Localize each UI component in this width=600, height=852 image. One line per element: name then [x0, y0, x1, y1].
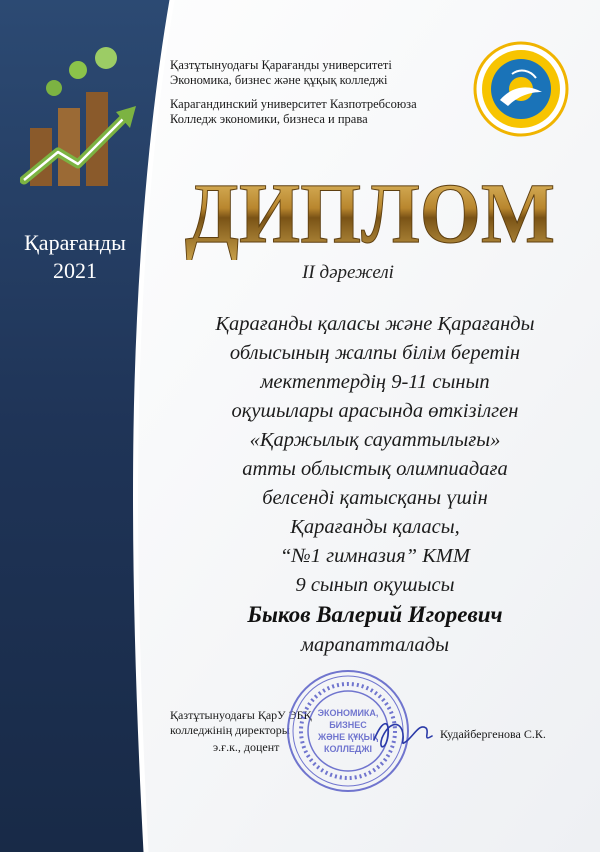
- stamp-text: ЭКОНОМИКА,: [317, 708, 379, 718]
- sidebar-year: 2021: [53, 258, 97, 283]
- stamp-text: ЖӘНЕ ҚҰҚЫҚ: [318, 732, 378, 742]
- stamp-text: БИЗНЕС: [329, 720, 367, 730]
- body-line: оқушылары арасында өткізілген: [231, 400, 519, 422]
- header-kz-line2: Экономика, бизнес және құқық колледжі: [170, 73, 388, 87]
- body-line: «Қаржылық сауаттылығы»: [249, 429, 501, 451]
- signer-name: Кудайбергенова С.К.: [440, 727, 546, 741]
- header-ru-line1: Карагандинский университет Казпотребсоюза: [170, 97, 417, 111]
- sidebar-city: Қарағанды: [24, 230, 126, 255]
- body-line: “№1 гимназия” КММ: [280, 545, 470, 567]
- college-emblem-icon: [472, 40, 570, 138]
- signature-title-line2: колледжінің директоры: [170, 723, 290, 737]
- body-line: Қарағанды қаласы,: [290, 516, 460, 538]
- awarded-text: марапатталады: [300, 634, 450, 656]
- body-line: белсенді қатысқаны үшін: [262, 487, 488, 509]
- diploma-title: ДИПЛОМ: [185, 165, 555, 260]
- handwritten-signature: [368, 710, 438, 756]
- body-line: Қарағанды қаласы және Қарағанды: [215, 313, 535, 335]
- header-ru: [170, 97, 470, 127]
- rising-chart-logo-icon: [20, 40, 140, 190]
- body-line: мектептердің 9-11 сынып: [260, 371, 490, 393]
- signature-title-line1: Қазтұтынуодағы ҚарУ ЭБҚ: [170, 708, 312, 722]
- diploma-degree: ІІ дәрежелі: [302, 262, 394, 283]
- signature-title-line3: э.ғ.к., доцент: [213, 740, 280, 754]
- header-kz-line1: Қазтұтынуодағы Қарағанды университеті: [170, 58, 392, 72]
- stamp-text: КОЛЛЕДЖІ: [324, 744, 372, 754]
- body-line: 9 сынып оқушысы: [295, 574, 455, 596]
- header-ru-line2: Колледж экономики, бизнеса и права: [170, 112, 368, 126]
- body-line: облысының жалпы білім беретін: [229, 342, 521, 364]
- body-line: атты облыстық олимпиадаға: [242, 458, 508, 480]
- recipient-name: Быков Валерий Игоревич: [247, 602, 503, 627]
- diploma-title-art: [170, 160, 570, 260]
- header-kz: [170, 58, 470, 88]
